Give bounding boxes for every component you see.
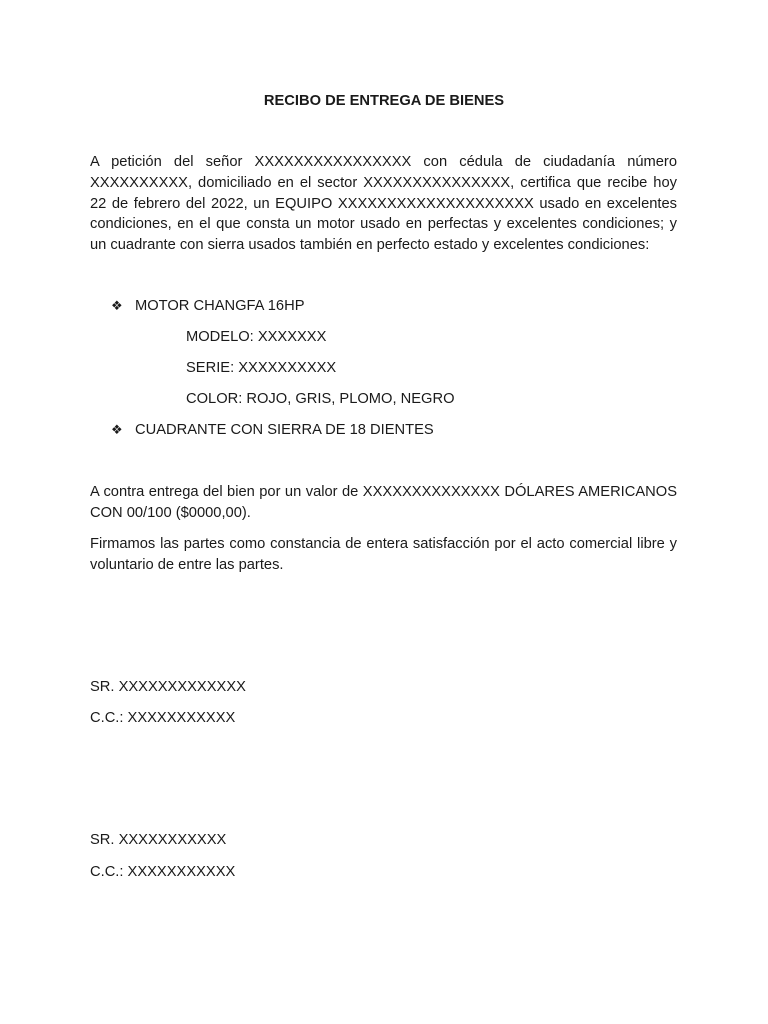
- diamond-bullet-icon: ❖: [111, 423, 123, 438]
- item-label: MOTOR CHANGFA 16HP: [135, 298, 305, 314]
- signature-1-id: C.C.: XXXXXXXXXXX: [90, 710, 236, 726]
- list-item-quadrant: [111, 419, 434, 441]
- motor-color: COLOR: ROJO, GRIS, PLOMO, NEGRO: [186, 391, 455, 407]
- motor-model: MODELO: XXXXXXX: [186, 329, 327, 345]
- closing-paragraph: Firmamos las partes como constancia de entera satisfacción por el acto comercial libre y voluntario de entre las partes.: [90, 536, 677, 573]
- intro-paragraph: A petición del señor XXXXXXXXXXXXXXXX con cédula de ciudadanía número XXXXXXXXXX, domiciliado en el sector XXXXXXXXXXXXXXX, certifica que recibe hoy 22 de febrero del 2022, un EQUIPO XXXXXXXXXXXXXXXXXXXX usado en excelentes condiciones, en el que consta un motor usado en perfectas y excelentes condiciones; y un cuadrante con sierra usados también en perfecto estado y excelentes condiciones:: [90, 154, 677, 254]
- signature-1-name: SR. XXXXXXXXXXXXX: [90, 679, 246, 695]
- payment-paragraph: A contra entrega del bien por un valor de XXXXXXXXXXXXXX DÓLARES AMERICANOS CON 00/100 ($0000,00).: [90, 484, 677, 521]
- list-item-motor: [111, 295, 305, 317]
- signature-2-name: SR. XXXXXXXXXXX: [90, 832, 227, 848]
- diamond-bullet-icon: ❖: [111, 299, 123, 314]
- signature-2-id: C.C.: XXXXXXXXXXX: [90, 864, 236, 880]
- document-title: RECIBO DE ENTREGA DE BIENES: [263, 93, 505, 109]
- motor-serial: SERIE: XXXXXXXXXX: [186, 360, 337, 376]
- item-label: CUADRANTE CON SIERRA DE 18 DIENTES: [135, 422, 434, 438]
